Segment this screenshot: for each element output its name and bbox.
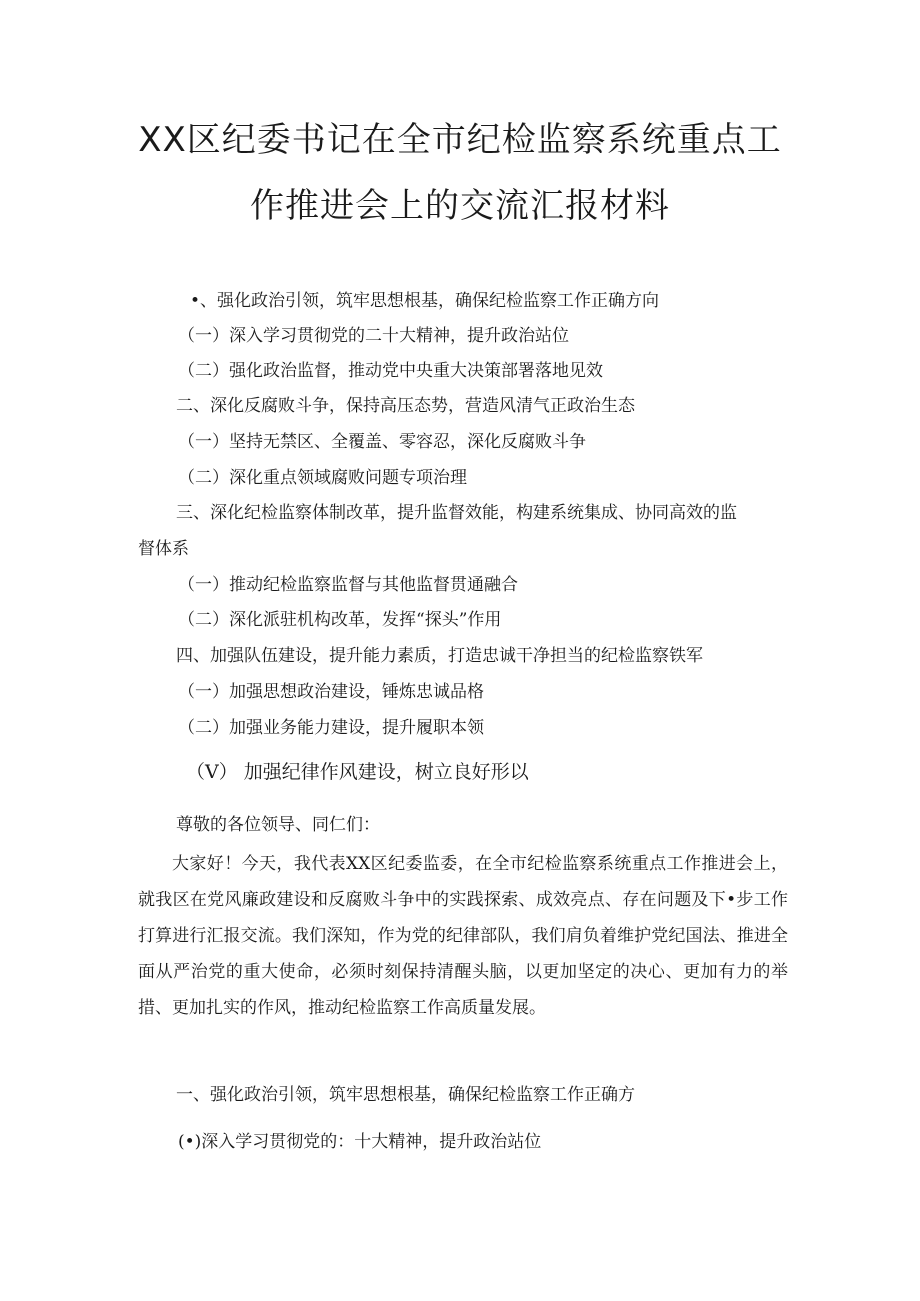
outline-item: 督体系 — [138, 539, 189, 559]
outline-item: （一）加强思想政治建设，锤炼忠诚品格 — [178, 682, 484, 702]
outline-item: （一）深入学习贯彻党的二十大精神，提升政治站位 — [178, 326, 569, 346]
outline-item: （二）强化政治监督，推动党中央重大决策部署落地见效 — [178, 361, 603, 381]
section-heading: 一、强化政治引领，筑牢思想根基，确保纪检监察工作正确方 — [176, 1085, 635, 1105]
outline-item: （一）推动纪检监察监督与其他监督贯通融合 — [178, 575, 518, 595]
document-title-line-2: 作推进会上的交流汇报材料 — [250, 186, 670, 226]
outline-item: 三、深化纪检监察体制改革，提升监督效能，构建系统集成、协同高效的监 — [176, 503, 737, 523]
outline-item: （二）深化重点领域腐败问题专项治理 — [178, 468, 467, 488]
outline-item: •、强化政治引领，筑牢思想根基，确保纪检监察工作正确方向 — [190, 291, 660, 311]
outline-item: 四、加强队伍建设，提升能力素质，打造忠诚干净担当的纪检监察铁军 — [176, 646, 703, 666]
intro-paragraph: 大家好！今天，我代表XX区纪委监委，在全市纪检监察系统重点工作推进会上，就我区在党风廉政建设和反腐败斗争中的实践探索、成效亮点、存在问题及下•步工作打算进行汇报交流。我们深知，作为党的纪律部队，我们肩负着维护党纪国法、推进全面从严治党的重大使命，必须时刻保持清醒头脑，以更加坚定的决心、更加有力的举措、更加扎实的作风，推动纪检监察工作高质量发展。 — [138, 854, 788, 1018]
outline-item: （二）深化派驻机构改革，发挥“探头”作用 — [178, 610, 502, 630]
outline-item: （V） 加强纪律作风建设，树立良好形以 — [186, 761, 529, 783]
outline-item: （二）加强业务能力建设，提升履职本领 — [178, 718, 484, 738]
outline-item: 二、深化反腐败斗争，保持高压态势，营造风清气正政治生态 — [176, 396, 635, 416]
subsection-heading: (•)深入学习贯彻党的：十大精神，提升政治站位 — [178, 1132, 542, 1152]
document-title-line-1: XX区纪委书记在全市纪检监察系统重点工 — [138, 120, 782, 160]
outline-item: （一）坚持无禁区、全覆盖、零容忍，深化反腐败斗争 — [178, 432, 586, 452]
salutation: 尊敬的各位领导、同仁们： — [176, 815, 380, 835]
